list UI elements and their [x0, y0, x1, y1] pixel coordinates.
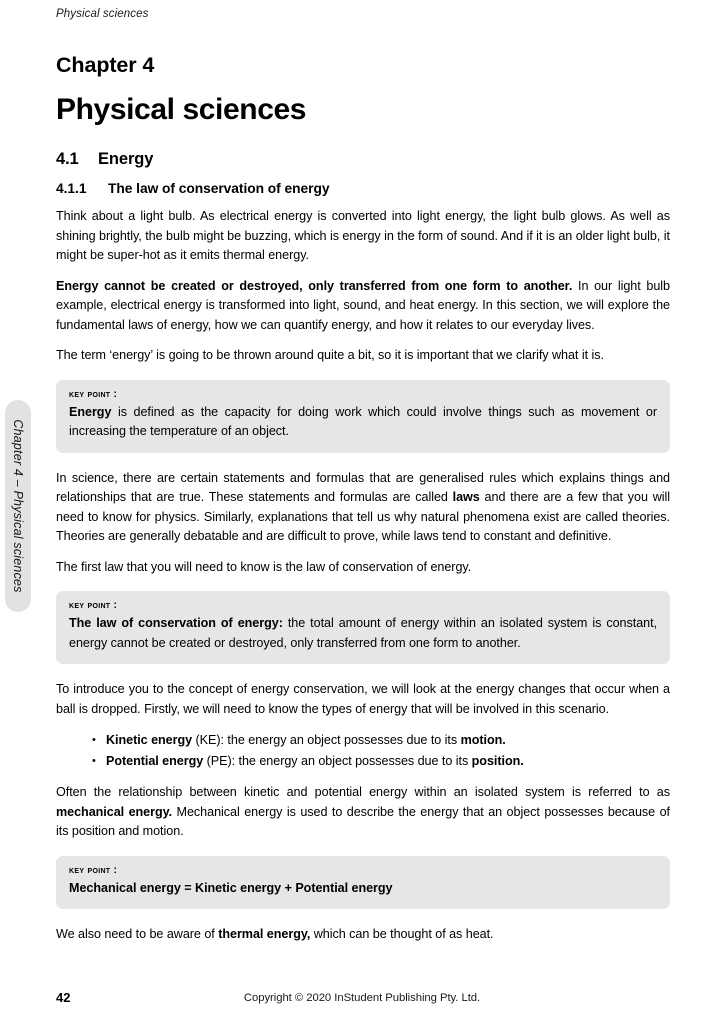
paragraph-intro: Think about a light bulb. As electrical energy is converted into light energy, the light bulb glows. As well as shining brightly, the bulb might be buzzing, which is energy in the form of sound. And if it is an older light bulb, it might be super-hot as it emits thermal energy. [56, 209, 670, 262]
copyright-notice: Copyright © 2020 InStudent Publishing Pty. Ltd. [243, 992, 481, 1004]
key-point-text-conservation [69, 614, 657, 653]
bullet-text-potential: (PE): the energy an object possesses due to its [203, 754, 472, 768]
list-item [92, 751, 670, 772]
key-point-conservation-definition: the total amount of energy within an isolated system is constant, energy cannot be created or destroyed, only transferred from one form to another. [69, 616, 657, 650]
paragraph-term-energy: The term ‘energy’ is going to be thrown around quite a bit, so it is important that we clarify what it is. [56, 348, 604, 362]
subsection-number: 4.1.1 [56, 181, 87, 196]
paragraph-laws-part-b: and there are a few that you will need to know for physics. Similarly, explanations that tell us why natural phenomena exist are called theories. Theories are generally debatable and are difficult to prove, while laws tend to constant and definitive. [56, 490, 670, 543]
running-head: Physical sciences [56, 8, 149, 20]
paragraph-thermal-bold: thermal energy, [218, 927, 311, 941]
key-point-label: key point : [69, 600, 118, 611]
paragraph-mechanical-energy [56, 783, 670, 842]
page-footer [0, 990, 724, 1010]
subsection-title: The law of conservation of energy [108, 181, 330, 196]
list-item [92, 730, 670, 751]
key-point-energy-definition: is defined as the capacity for doing work which could involve things such as movement or increasing the temperature of an object. [69, 404, 657, 438]
chapter-side-tab [5, 400, 31, 612]
bullet-emphasis-kinetic: motion. [460, 733, 506, 747]
paragraph-energy-law-rest: In our light bulb example, electrical energy is transformed into light, sound, and heat energy. In this section, we will explore the fundamental laws of energy, how we can quantify energy, and how it relates to our everyday lives. [56, 278, 671, 332]
key-point-box-conservation [56, 591, 670, 664]
page-number: 42 [56, 990, 71, 1005]
paragraph-laws-part-a: In science, there are certain statements and formulas that are generalised rules which explains things and relationships that are true. These statements and formulas are called [56, 470, 670, 504]
paragraph-thermal-part-a: We also need to be aware of [56, 927, 219, 941]
section-number: 4.1 [56, 150, 79, 168]
key-point-box-formula [56, 856, 670, 910]
paragraph-first-law: The first law that you will need to know is the law of conservation of energy. [56, 559, 472, 574]
key-point-energy-term: Energy [69, 404, 112, 419]
subsection-heading [56, 181, 670, 196]
key-point-label: key point : [69, 864, 118, 876]
key-point-box-energy [56, 380, 670, 453]
section-heading [56, 150, 670, 169]
chapter-number: Chapter 4 [56, 53, 155, 77]
bullet-term-potential: Potential energy [106, 754, 204, 768]
paragraph-mechanical-bold: mechanical energy. [56, 804, 173, 819]
paragraph-energy-law [56, 277, 670, 336]
chapter-side-tab-label: Chapter 4 – Physical sciences [11, 419, 25, 593]
energy-types-list [56, 730, 670, 772]
bullet-term-kinetic: Kinetic energy [106, 733, 193, 747]
section-title: Energy [98, 150, 154, 168]
page-title: Physical sciences [56, 93, 307, 126]
paragraph-laws-bold: laws [452, 490, 480, 504]
paragraph-thermal-energy [56, 925, 670, 945]
key-point-label: key point : [69, 388, 118, 400]
paragraph-mechanical-part-a: Often the relationship between kinetic and potential energy within an isolated system is referred to as [56, 785, 670, 799]
key-point-text-energy [69, 403, 657, 442]
paragraph-ball-drop: To introduce you to the concept of energy conservation, we will look at the energy changes that occur when a ball is dropped. Firstly, we will need to know the types of energy that will be involved in this scenario. [56, 682, 670, 716]
key-point-conservation-term: The law of conservation of energy: [69, 616, 283, 630]
paragraph-laws-theories [56, 469, 670, 547]
bullet-text-kinetic: (KE): the energy an object possesses due to its [192, 733, 461, 747]
key-point-formula-text: Mechanical energy = Kinetic energy + Potential energy [69, 880, 393, 895]
paragraph-thermal-part-b: which can be thought of as heat. [310, 927, 494, 941]
content-flow [56, 150, 670, 945]
paragraph-energy-law-bold: Energy cannot be created or destroyed, only transferred from one form to another. [56, 278, 573, 293]
paragraph-mechanical-part-b: Mechanical energy is used to describe the energy that an object possesses because of its position and motion. [56, 804, 670, 838]
bullet-emphasis-potential: position. [471, 754, 524, 768]
